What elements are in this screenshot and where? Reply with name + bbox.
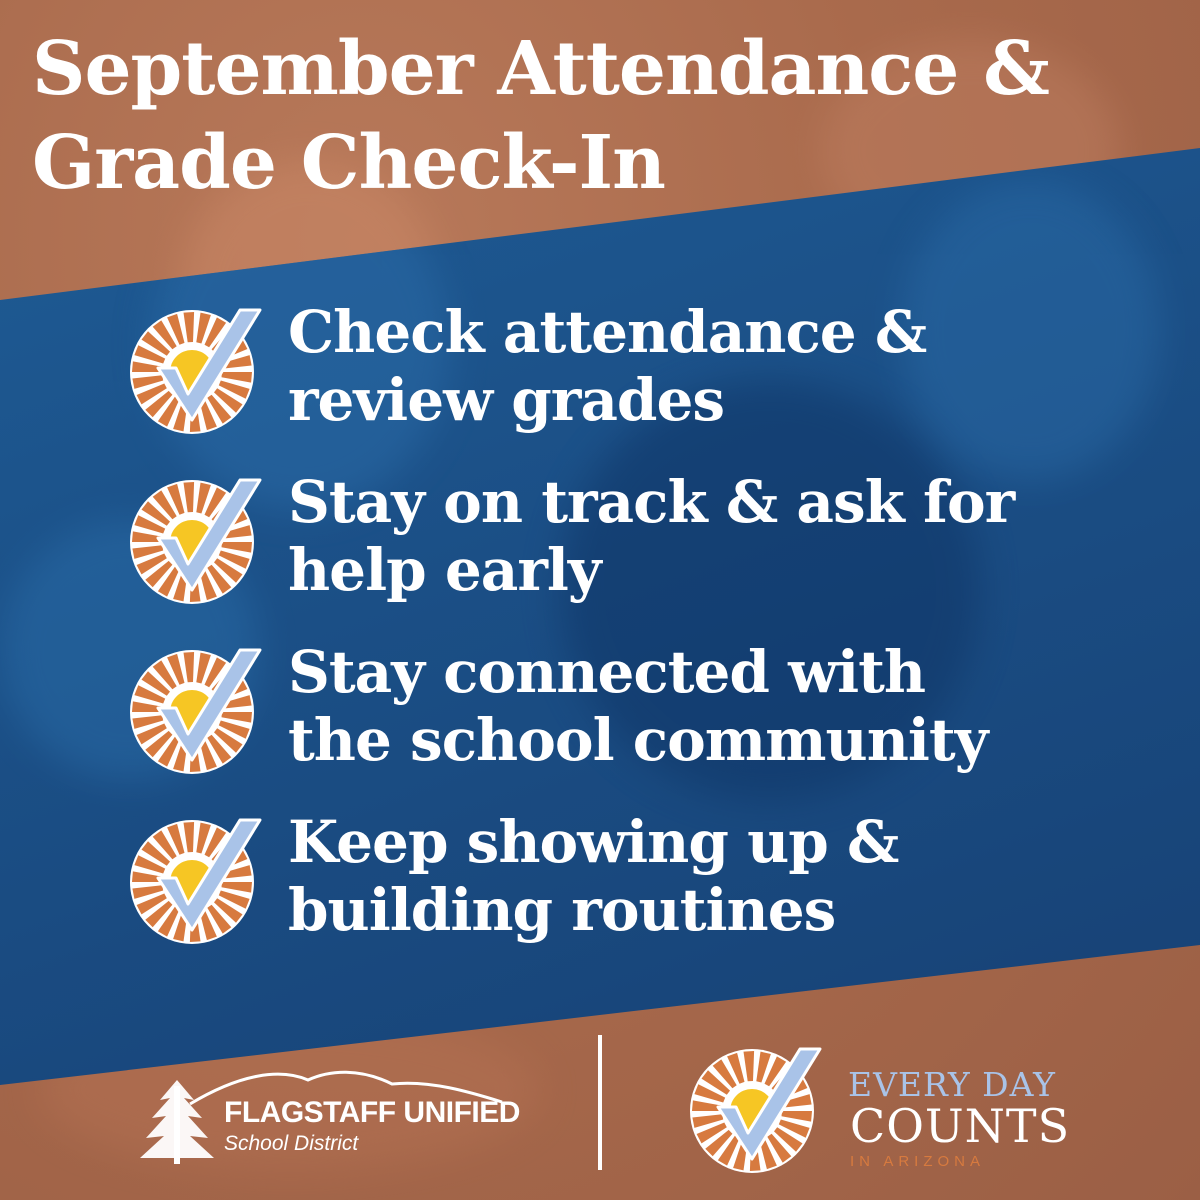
title-line: September Attendance & (32, 26, 1049, 112)
item-line: building routines (288, 876, 836, 944)
item-line: Check attendance & (288, 298, 927, 366)
checkmark-sun-icon (130, 466, 270, 606)
checklist-item (130, 296, 1180, 466)
campaign-line-1: EVERY DAY (848, 1065, 1056, 1104)
checklist-item (130, 466, 1180, 636)
page-title (32, 22, 1172, 210)
district-name: FLAGSTAFF UNIFIED (224, 1096, 520, 1129)
fusd-logo (130, 1066, 530, 1166)
checklist-item (130, 636, 1180, 806)
checkmark-sun-icon (130, 296, 270, 436)
campaign-line-2: COUNTS (850, 1099, 1071, 1153)
checkmark-sun-icon (130, 806, 270, 946)
every-day-counts-logo (690, 1035, 1110, 1180)
checklist-item (130, 806, 1180, 976)
item-line: review grades (288, 366, 725, 434)
checklist-item-text (288, 468, 1168, 604)
checklist-item-text (288, 298, 1168, 434)
footer-divider (598, 1035, 602, 1170)
item-line: the school community (288, 706, 988, 774)
title-line: Grade Check-In (32, 120, 665, 206)
district-subtitle: School District (224, 1132, 359, 1155)
checklist-item-text (288, 808, 1168, 944)
item-line: Keep showing up & (288, 808, 899, 876)
checklist-item-text (288, 638, 1168, 774)
checkmark-sun-icon (690, 1035, 830, 1175)
item-line: Stay connected with (288, 638, 926, 706)
item-line: Stay on track & ask for (288, 468, 1015, 536)
campaign-line-3: IN ARIZONA (850, 1153, 986, 1170)
checkmark-sun-icon (130, 636, 270, 776)
item-line: help early (288, 536, 601, 604)
